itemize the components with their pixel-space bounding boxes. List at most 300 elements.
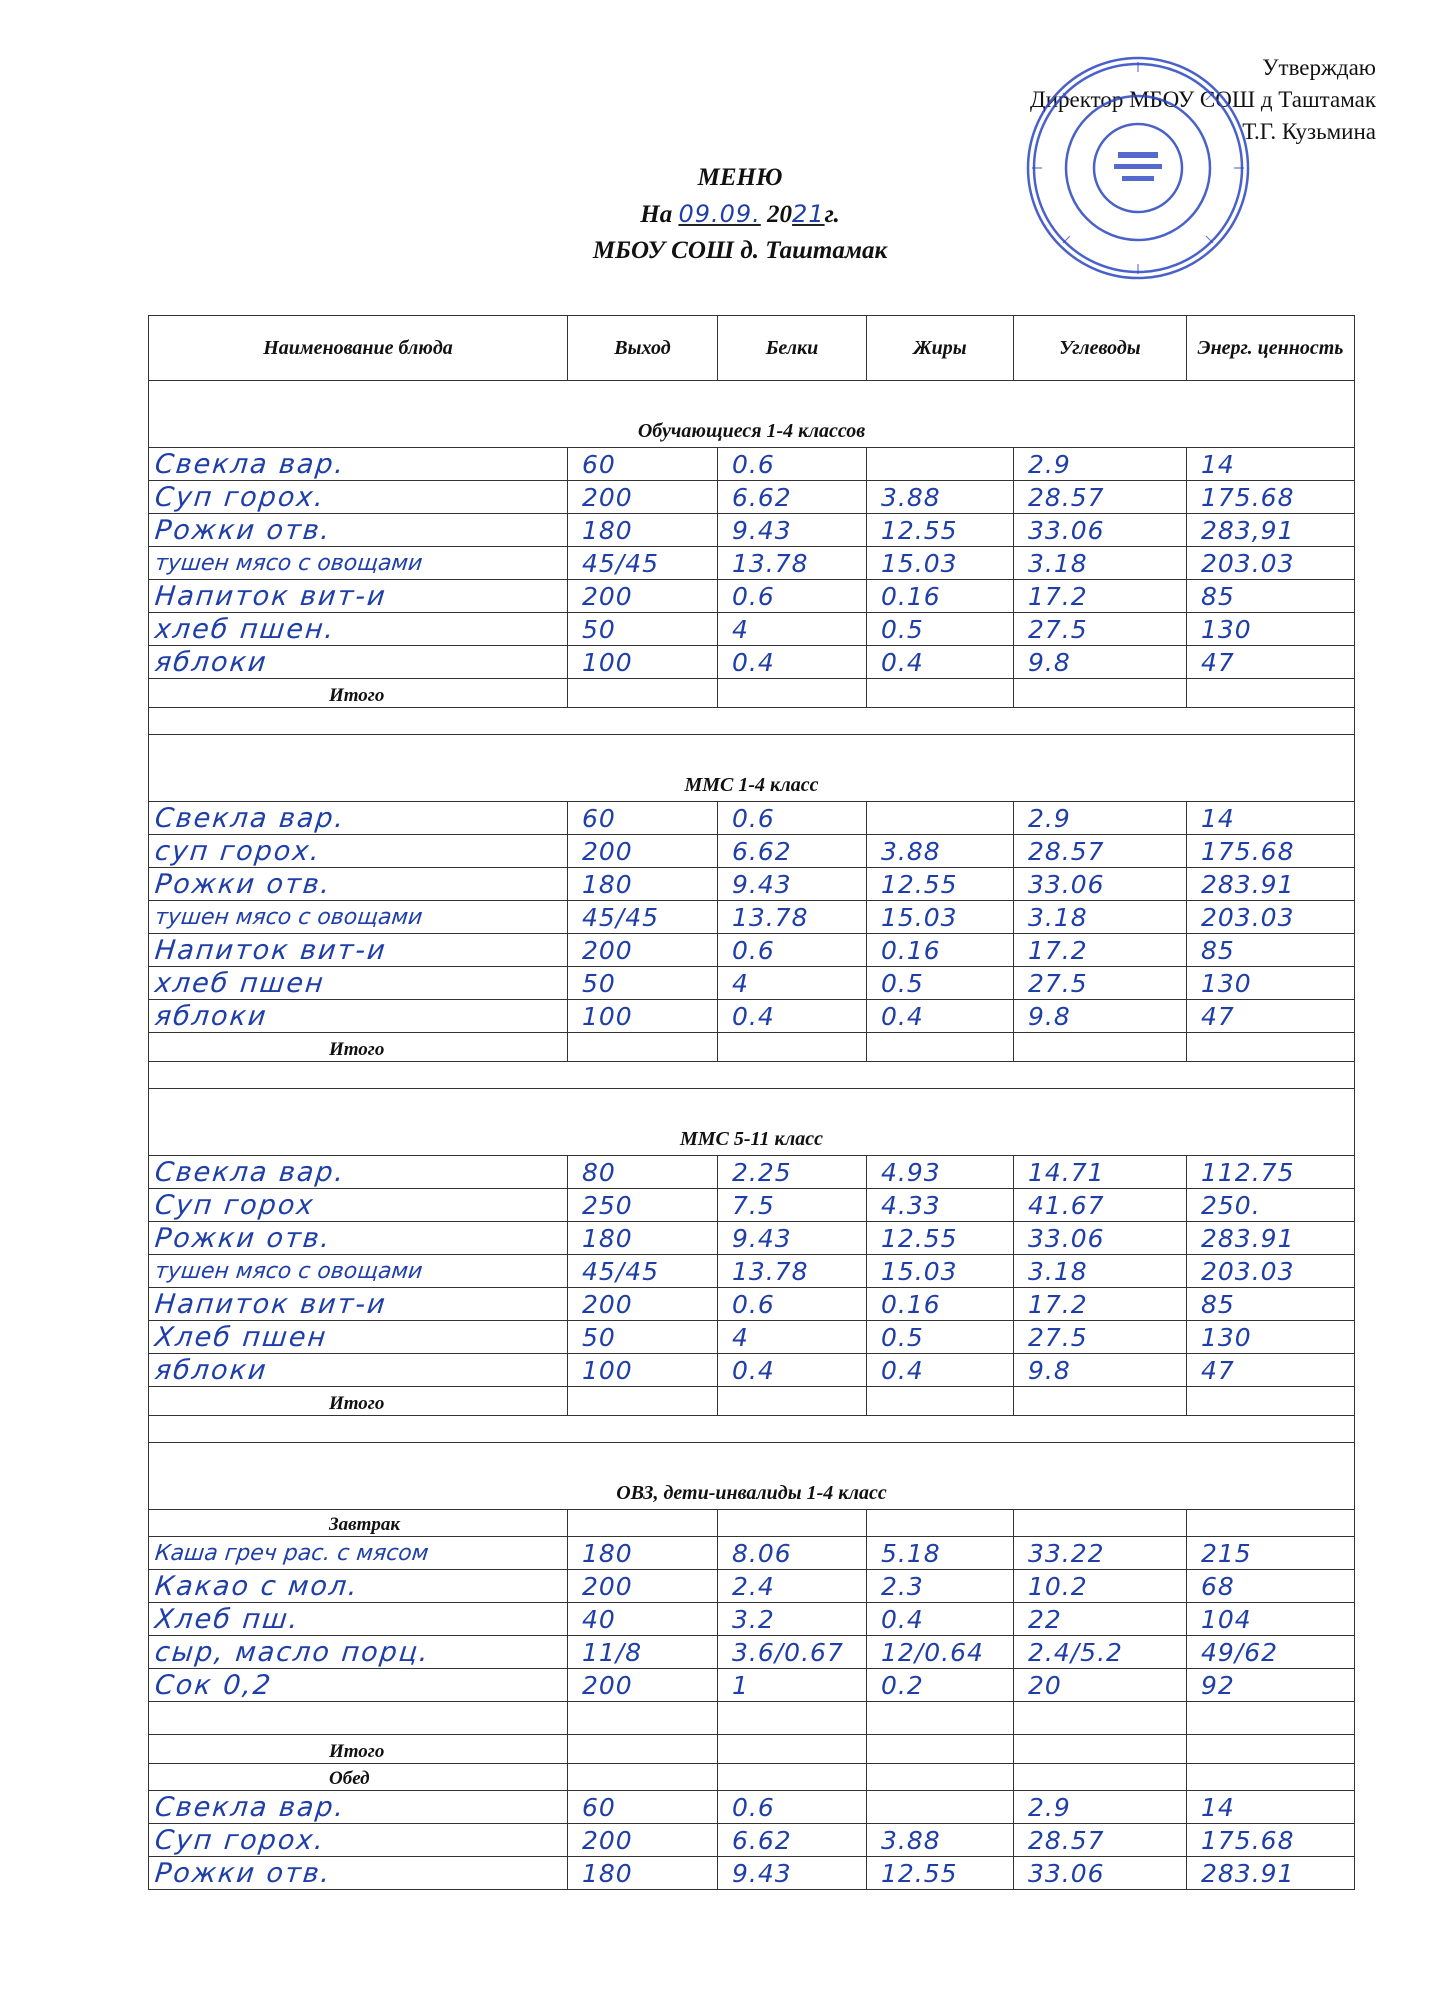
value-cell bbox=[1187, 1222, 1355, 1255]
dish-name: тушен мясо с овощами bbox=[153, 905, 424, 930]
value-cell bbox=[867, 1824, 1014, 1857]
table-row bbox=[149, 481, 1355, 514]
value-cell bbox=[867, 547, 1014, 580]
dish-name-cell bbox=[149, 1189, 568, 1222]
subsection-cell bbox=[1014, 1764, 1187, 1791]
dish-value: 200 bbox=[582, 936, 633, 965]
year-suffix: г. bbox=[824, 201, 840, 228]
dish-name-cell bbox=[149, 802, 568, 835]
dish-value: 22 bbox=[1028, 1605, 1062, 1634]
value-cell bbox=[1014, 868, 1187, 901]
value-cell bbox=[568, 1824, 718, 1857]
dish-name: Хлеб пшен bbox=[153, 1322, 329, 1353]
dish-value: 17.2 bbox=[1028, 582, 1088, 611]
value-cell bbox=[1014, 1824, 1187, 1857]
dish-value: 45/45 bbox=[582, 903, 660, 932]
value-cell bbox=[718, 802, 867, 835]
dish-value: 12.55 bbox=[881, 1224, 958, 1253]
value-cell bbox=[718, 1636, 867, 1669]
subsection-cell bbox=[568, 1764, 718, 1791]
table-row bbox=[149, 1321, 1355, 1354]
table-row bbox=[149, 1189, 1355, 1222]
dish-value: 0.16 bbox=[881, 936, 941, 965]
dish-name: Суп горох. bbox=[153, 482, 327, 513]
dish-name-cell bbox=[149, 1570, 568, 1603]
value-cell bbox=[718, 1321, 867, 1354]
value-cell bbox=[1014, 613, 1187, 646]
dish-name-cell bbox=[149, 448, 568, 481]
value-cell bbox=[718, 1857, 867, 1890]
table-row bbox=[149, 1156, 1355, 1189]
value-cell bbox=[1014, 802, 1187, 835]
dish-name: Напиток вит-и bbox=[153, 935, 389, 966]
section-title: Обучающиеся 1-4 классов bbox=[149, 381, 1355, 448]
dish-value: 60 bbox=[582, 1793, 616, 1822]
value-cell bbox=[1014, 1354, 1187, 1387]
table-header-row bbox=[149, 316, 1355, 381]
dish-value: 47 bbox=[1201, 1356, 1235, 1385]
dish-value: 14 bbox=[1201, 450, 1235, 479]
value-cell bbox=[1014, 1189, 1187, 1222]
value-cell bbox=[867, 1603, 1014, 1636]
dish-value: 104 bbox=[1201, 1605, 1252, 1634]
value-cell bbox=[1187, 1603, 1355, 1636]
total-cell bbox=[1014, 1735, 1187, 1764]
value-cell bbox=[1187, 514, 1355, 547]
dish-value: 41.67 bbox=[1028, 1191, 1105, 1220]
table-row bbox=[149, 901, 1355, 934]
dish-value: 200 bbox=[582, 1826, 633, 1855]
value-cell bbox=[568, 1255, 718, 1288]
dish-value: 3.18 bbox=[1028, 903, 1088, 932]
dish-name-cell bbox=[149, 934, 568, 967]
spacer-row bbox=[149, 1062, 1355, 1089]
dish-value: 200 bbox=[582, 1290, 633, 1319]
subsection-row bbox=[149, 1764, 1355, 1791]
dish-name: Рожки отв. bbox=[153, 869, 333, 900]
total-cell bbox=[568, 1735, 718, 1764]
dish-value: 2.9 bbox=[1028, 450, 1071, 479]
value-cell bbox=[568, 934, 718, 967]
value-cell bbox=[1187, 1354, 1355, 1387]
total-cell bbox=[718, 1387, 867, 1416]
dish-value: 7.5 bbox=[732, 1191, 775, 1220]
dish-value: 283.91 bbox=[1201, 1224, 1295, 1253]
dish-value: 27.5 bbox=[1028, 615, 1088, 644]
dish-value: 100 bbox=[582, 1002, 633, 1031]
value-cell bbox=[718, 1603, 867, 1636]
dish-value: 203.03 bbox=[1201, 549, 1295, 578]
dish-value: 283.91 bbox=[1201, 870, 1295, 899]
value-cell bbox=[568, 901, 718, 934]
dish-value: 180 bbox=[582, 1859, 633, 1888]
value-cell bbox=[1014, 901, 1187, 934]
dish-name: Свекла вар. bbox=[153, 803, 347, 834]
value-cell bbox=[1187, 481, 1355, 514]
dish-value: 33.06 bbox=[1028, 516, 1105, 545]
dish-value: 92 bbox=[1201, 1671, 1235, 1700]
table-row bbox=[149, 1824, 1355, 1857]
value-cell bbox=[1187, 1791, 1355, 1824]
subsection-label: Завтрак bbox=[149, 1510, 568, 1537]
header-dish-name: Наименование блюда bbox=[149, 316, 568, 381]
dish-value: 100 bbox=[582, 648, 633, 677]
value-cell bbox=[1014, 1537, 1187, 1570]
table-row bbox=[149, 613, 1355, 646]
total-cell bbox=[568, 679, 718, 708]
total-label: Итого bbox=[149, 1387, 568, 1416]
value-cell bbox=[867, 1857, 1014, 1890]
value-cell bbox=[568, 835, 718, 868]
date-prefix: На bbox=[640, 201, 673, 228]
dish-value: 2.25 bbox=[732, 1158, 792, 1187]
dish-value: 33.06 bbox=[1028, 1224, 1105, 1253]
title-block bbox=[540, 160, 940, 269]
value-cell bbox=[568, 1669, 718, 1702]
dish-value: 6.62 bbox=[732, 1826, 792, 1855]
dish-value: 200 bbox=[582, 837, 633, 866]
dish-value: 0.6 bbox=[732, 804, 775, 833]
value-cell bbox=[867, 481, 1014, 514]
total-cell bbox=[1187, 679, 1355, 708]
total-row bbox=[149, 1387, 1355, 1416]
dish-value: 130 bbox=[1201, 1323, 1252, 1352]
dish-value: 68 bbox=[1201, 1572, 1235, 1601]
official-stamp bbox=[1022, 52, 1254, 284]
value-cell bbox=[867, 1189, 1014, 1222]
value-cell bbox=[718, 901, 867, 934]
dish-name-cell bbox=[149, 967, 568, 1000]
dish-value: 180 bbox=[582, 870, 633, 899]
dish-value: 0.16 bbox=[881, 582, 941, 611]
value-cell bbox=[718, 1702, 867, 1735]
value-cell bbox=[568, 1189, 718, 1222]
header-carbs: Углеводы bbox=[1014, 316, 1187, 381]
value-cell bbox=[1187, 835, 1355, 868]
value-cell bbox=[867, 613, 1014, 646]
value-cell bbox=[1187, 1321, 1355, 1354]
dish-value: 180 bbox=[582, 516, 633, 545]
dish-name: хлеб пшен. bbox=[153, 614, 337, 645]
value-cell bbox=[1187, 580, 1355, 613]
value-cell bbox=[867, 1000, 1014, 1033]
dish-value: 4 bbox=[732, 615, 749, 644]
dish-value: 20 bbox=[1028, 1671, 1062, 1700]
value-cell bbox=[1014, 1636, 1187, 1669]
dish-value: 12/0.64 bbox=[881, 1638, 984, 1667]
value-cell bbox=[1187, 1000, 1355, 1033]
total-cell bbox=[1014, 1033, 1187, 1062]
value-cell bbox=[718, 514, 867, 547]
value-cell bbox=[1014, 1570, 1187, 1603]
dish-value: 4 bbox=[732, 1323, 749, 1352]
value-cell bbox=[1187, 1537, 1355, 1570]
value-cell bbox=[1187, 1189, 1355, 1222]
dish-name: Каша греч рас. с мясом bbox=[153, 1541, 430, 1566]
value-cell bbox=[718, 547, 867, 580]
value-cell bbox=[1187, 547, 1355, 580]
dish-value: 17.2 bbox=[1028, 936, 1088, 965]
value-cell bbox=[568, 1222, 718, 1255]
header-yield: Выход bbox=[568, 316, 718, 381]
dish-value: 49/62 bbox=[1201, 1638, 1279, 1667]
header-fats: Жиры bbox=[867, 316, 1014, 381]
dish-value: 2.9 bbox=[1028, 804, 1071, 833]
dish-value: 112.75 bbox=[1201, 1158, 1295, 1187]
value-cell bbox=[867, 835, 1014, 868]
value-cell bbox=[1187, 802, 1355, 835]
value-cell bbox=[1014, 1669, 1187, 1702]
dish-value: 0.5 bbox=[881, 1323, 924, 1352]
table-row bbox=[149, 1288, 1355, 1321]
dish-value: 203.03 bbox=[1201, 1257, 1295, 1286]
value-cell bbox=[1014, 1255, 1187, 1288]
value-cell bbox=[867, 448, 1014, 481]
dish-value: 13.78 bbox=[732, 549, 809, 578]
dish-value: 2.9 bbox=[1028, 1793, 1071, 1822]
section-header-row bbox=[149, 735, 1355, 802]
table-row bbox=[149, 646, 1355, 679]
dish-name: Свекла вар. bbox=[153, 1157, 347, 1188]
dish-value: 0.4 bbox=[881, 648, 924, 677]
spacer-cell bbox=[149, 1062, 1355, 1089]
total-cell bbox=[1187, 1387, 1355, 1416]
dish-value: 27.5 bbox=[1028, 1323, 1088, 1352]
value-cell bbox=[867, 1702, 1014, 1735]
dish-value: 0.4 bbox=[732, 1002, 775, 1031]
value-cell bbox=[718, 580, 867, 613]
value-cell bbox=[1014, 1603, 1187, 1636]
spacer-cell bbox=[149, 1416, 1355, 1443]
dish-name-cell bbox=[149, 1000, 568, 1033]
table-row bbox=[149, 1702, 1355, 1735]
year-prefix: 20 bbox=[767, 201, 793, 228]
dish-name: Рожки отв. bbox=[153, 1223, 333, 1254]
dish-value: 9.43 bbox=[732, 1859, 792, 1888]
value-cell bbox=[568, 1857, 718, 1890]
value-cell bbox=[568, 613, 718, 646]
dish-value: 4 bbox=[732, 969, 749, 998]
dish-value: 60 bbox=[582, 450, 616, 479]
dish-value: 12.55 bbox=[881, 1859, 958, 1888]
subsection-cell bbox=[718, 1764, 867, 1791]
spacer-row bbox=[149, 1416, 1355, 1443]
value-cell bbox=[568, 1603, 718, 1636]
value-cell bbox=[1187, 1156, 1355, 1189]
dish-value: 175.68 bbox=[1201, 1826, 1295, 1855]
table-row bbox=[149, 1636, 1355, 1669]
value-cell bbox=[568, 967, 718, 1000]
total-cell bbox=[568, 1387, 718, 1416]
dish-value: 283,91 bbox=[1201, 516, 1295, 545]
dish-name: яблоки bbox=[153, 647, 270, 678]
value-cell bbox=[718, 967, 867, 1000]
value-cell bbox=[718, 613, 867, 646]
value-cell bbox=[568, 646, 718, 679]
subsection-cell bbox=[1014, 1510, 1187, 1537]
dish-value: 47 bbox=[1201, 1002, 1235, 1031]
dish-name: Напиток вит-и bbox=[153, 1289, 389, 1320]
value-cell bbox=[867, 646, 1014, 679]
total-row bbox=[149, 1033, 1355, 1062]
value-cell bbox=[1187, 1636, 1355, 1669]
dish-value: 0.4 bbox=[881, 1002, 924, 1031]
total-cell bbox=[867, 1735, 1014, 1764]
section-title: ММС 5-11 класс bbox=[149, 1089, 1355, 1156]
value-cell bbox=[718, 1156, 867, 1189]
dish-value: 0.6 bbox=[732, 1793, 775, 1822]
value-cell bbox=[1187, 448, 1355, 481]
subsection-cell bbox=[1187, 1510, 1355, 1537]
value-cell bbox=[1187, 1669, 1355, 1702]
dish-name: сыр, масло порц. bbox=[153, 1637, 432, 1668]
dish-value: 0.6 bbox=[732, 450, 775, 479]
table-row bbox=[149, 547, 1355, 580]
total-cell bbox=[1187, 1033, 1355, 1062]
table-row bbox=[149, 1354, 1355, 1387]
dish-value: 0.4 bbox=[732, 1356, 775, 1385]
dish-value: 203.03 bbox=[1201, 903, 1295, 932]
total-cell bbox=[1014, 679, 1187, 708]
total-label: Итого bbox=[149, 679, 568, 708]
dish-value: 40 bbox=[582, 1605, 616, 1634]
dish-value: 9.8 bbox=[1028, 1002, 1071, 1031]
total-row bbox=[149, 1735, 1355, 1764]
value-cell bbox=[1014, 967, 1187, 1000]
dish-name: Какао с мол. bbox=[153, 1571, 361, 1602]
value-cell bbox=[1014, 1702, 1187, 1735]
value-cell bbox=[718, 868, 867, 901]
dish-value: 2.3 bbox=[881, 1572, 924, 1601]
dish-value: 0.5 bbox=[881, 969, 924, 998]
table-row bbox=[149, 1222, 1355, 1255]
dish-value: 85 bbox=[1201, 936, 1235, 965]
value-cell bbox=[1014, 580, 1187, 613]
dish-value: 28.57 bbox=[1028, 483, 1105, 512]
dish-value: 28.57 bbox=[1028, 837, 1105, 866]
dish-value: 8.06 bbox=[732, 1539, 792, 1568]
dish-value: 0.4 bbox=[881, 1356, 924, 1385]
menu-date-line bbox=[540, 196, 940, 233]
value-cell bbox=[867, 1288, 1014, 1321]
value-cell bbox=[718, 1537, 867, 1570]
value-cell bbox=[1187, 934, 1355, 967]
dish-value: 175.68 bbox=[1201, 837, 1295, 866]
value-cell bbox=[1014, 1321, 1187, 1354]
spacer-row bbox=[149, 708, 1355, 735]
value-cell bbox=[1187, 1857, 1355, 1890]
value-cell bbox=[718, 646, 867, 679]
value-cell bbox=[1014, 514, 1187, 547]
dish-name-cell bbox=[149, 1255, 568, 1288]
section-title: ММС 1-4 класс bbox=[149, 735, 1355, 802]
table-row bbox=[149, 1570, 1355, 1603]
dish-name-cell bbox=[149, 1636, 568, 1669]
value-cell bbox=[718, 835, 867, 868]
value-cell bbox=[718, 1824, 867, 1857]
dish-name-cell bbox=[149, 1354, 568, 1387]
value-cell bbox=[1187, 1570, 1355, 1603]
value-cell bbox=[1187, 613, 1355, 646]
dish-value: 11/8 bbox=[582, 1638, 643, 1667]
value-cell bbox=[867, 1222, 1014, 1255]
value-cell bbox=[1187, 967, 1355, 1000]
value-cell bbox=[568, 547, 718, 580]
dish-value: 9.43 bbox=[732, 870, 792, 899]
value-cell bbox=[1014, 547, 1187, 580]
dish-name-cell bbox=[149, 646, 568, 679]
value-cell bbox=[568, 802, 718, 835]
dish-value: 50 bbox=[582, 1323, 616, 1352]
dish-name-cell bbox=[149, 1537, 568, 1570]
value-cell bbox=[1014, 481, 1187, 514]
section-title: ОВЗ, дети-инвалиды 1-4 класс bbox=[149, 1443, 1355, 1510]
value-cell bbox=[1014, 646, 1187, 679]
subsection-cell bbox=[867, 1764, 1014, 1791]
dish-name: Свекла вар. bbox=[153, 449, 347, 480]
subsection-cell bbox=[867, 1510, 1014, 1537]
table-row bbox=[149, 1537, 1355, 1570]
table-row bbox=[149, 1000, 1355, 1033]
value-cell bbox=[1014, 1000, 1187, 1033]
value-cell bbox=[568, 1156, 718, 1189]
dish-value: 0.4 bbox=[732, 648, 775, 677]
dish-name-cell bbox=[149, 901, 568, 934]
dish-value: 0.6 bbox=[732, 936, 775, 965]
dish-value: 80 bbox=[582, 1158, 616, 1187]
dish-value: 200 bbox=[582, 1572, 633, 1601]
total-cell bbox=[1187, 1735, 1355, 1764]
approval-line-2: Директор МБОУ СОШ д Таштамак bbox=[1030, 87, 1376, 112]
total-cell bbox=[867, 1033, 1014, 1062]
table-row bbox=[149, 835, 1355, 868]
dish-value: 200 bbox=[582, 1671, 633, 1700]
value-cell bbox=[568, 1321, 718, 1354]
dish-value: 50 bbox=[582, 615, 616, 644]
dish-value: 0.4 bbox=[881, 1605, 924, 1634]
dish-value: 6.62 bbox=[732, 483, 792, 512]
header-energy: Энерг. ценность bbox=[1187, 316, 1355, 381]
subsection-cell bbox=[568, 1510, 718, 1537]
dish-value: 3.18 bbox=[1028, 1257, 1088, 1286]
subsection-cell bbox=[718, 1510, 867, 1537]
value-cell bbox=[1187, 868, 1355, 901]
dish-name-cell bbox=[149, 1669, 568, 1702]
dish-value: 9.43 bbox=[732, 516, 792, 545]
value-cell bbox=[718, 1222, 867, 1255]
dish-name: Рожки отв. bbox=[153, 1858, 333, 1889]
dish-value: 33.06 bbox=[1028, 1859, 1105, 1888]
dish-name-cell bbox=[149, 514, 568, 547]
value-cell bbox=[1014, 934, 1187, 967]
dish-value: 60 bbox=[582, 804, 616, 833]
spacer-cell bbox=[149, 708, 1355, 735]
dish-value: 47 bbox=[1201, 648, 1235, 677]
table-row bbox=[149, 448, 1355, 481]
dish-value: 15.03 bbox=[881, 549, 958, 578]
value-cell bbox=[1014, 1156, 1187, 1189]
dish-name: Суп горох bbox=[153, 1190, 317, 1221]
dish-value: 3.6/0.67 bbox=[732, 1638, 844, 1667]
dish-value: 27.5 bbox=[1028, 969, 1088, 998]
dish-value: 0.6 bbox=[732, 1290, 775, 1319]
dish-value: 250. bbox=[1201, 1191, 1261, 1220]
dish-value: 12.55 bbox=[881, 870, 958, 899]
total-cell bbox=[568, 1033, 718, 1062]
value-cell bbox=[867, 1636, 1014, 1669]
year-handwritten: 21 bbox=[792, 200, 825, 228]
dish-value: 13.78 bbox=[732, 903, 809, 932]
